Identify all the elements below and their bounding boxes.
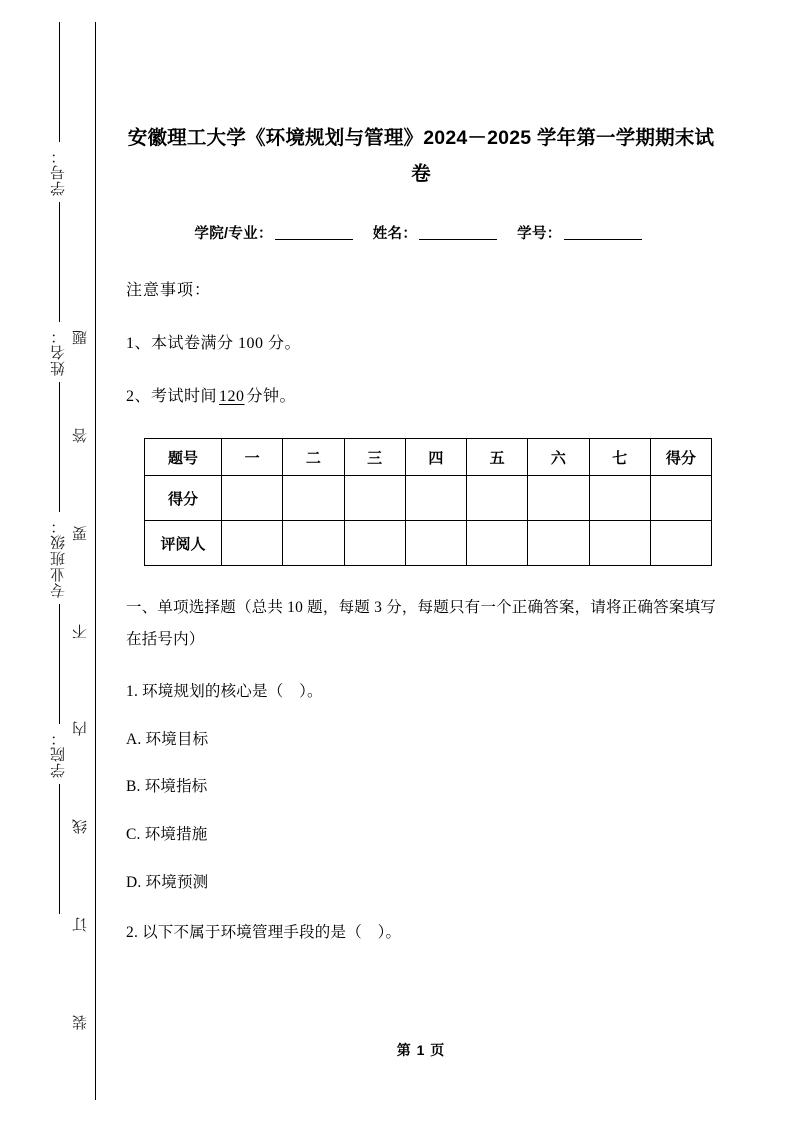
margin-glyph-2: 要	[72, 525, 89, 541]
field-label-college-major: 学院/专业：	[194, 226, 273, 243]
grader-cell[interactable]	[222, 521, 283, 566]
score-cell[interactable]	[283, 476, 344, 521]
score-header-col-6: 六	[528, 439, 589, 476]
margin-glyph-4: 内	[72, 721, 89, 737]
margin-glyph-3: 不	[72, 623, 89, 639]
grader-cell[interactable]	[528, 521, 589, 566]
page-title: 安徽理工大学《环境规划与管理》2024－2025 学年第一学期期末试卷	[127, 127, 715, 186]
score-header-col-2: 二	[283, 439, 344, 476]
margin-inner-glyph-column	[68, 330, 94, 1030]
score-cell[interactable]	[528, 476, 589, 521]
notes-heading: 注意事项：	[126, 282, 212, 300]
grader-cell[interactable]	[650, 521, 711, 566]
field-label-student-id: 学号：	[517, 226, 562, 243]
score-header-col-3: 三	[344, 439, 405, 476]
field-label-name: 姓名：	[372, 226, 418, 243]
margin-glyph-5: 线	[72, 819, 89, 835]
score-header-col-4: 四	[405, 439, 466, 476]
margin-label-class: 专业班级：	[50, 518, 67, 598]
question-1-option-a[interactable]: A. 环境目标	[126, 730, 209, 748]
question-1-option-b[interactable]: B. 环境指标	[126, 778, 208, 796]
margin-label-name: 姓名：	[50, 328, 67, 376]
note-item-duration	[126, 383, 716, 406]
score-header-label: 题号	[145, 439, 222, 476]
grader-cell[interactable]	[344, 521, 405, 566]
question-1-option-c[interactable]: C. 环境措施	[126, 826, 208, 844]
table-row	[145, 476, 712, 521]
field-blank-student-id[interactable]	[564, 239, 642, 240]
field-blank-college-major[interactable]	[275, 239, 353, 240]
question-2: 2. 以下不属于环境管理手段的是（ ）。	[126, 924, 402, 942]
page-footer: 第 1 页	[396, 1042, 446, 1058]
binding-vertical-rule	[95, 22, 96, 1100]
score-header-col-7: 七	[589, 439, 650, 476]
score-table	[144, 438, 712, 566]
note-item-total-score: 1、本试卷满分 100 分。	[126, 335, 302, 353]
question-1: 1. 环境规划的核心是（ ）。	[126, 682, 323, 700]
margin-glyph-1: 答	[72, 427, 89, 443]
note-duration-pre: 2、考试时间	[126, 388, 218, 406]
score-row-label-grader: 评阅人	[145, 521, 222, 566]
score-header-total: 得分	[650, 439, 711, 476]
table-row	[145, 521, 712, 566]
grader-cell[interactable]	[283, 521, 344, 566]
margin-label-student-id: 学号：	[50, 148, 67, 196]
score-cell[interactable]	[467, 476, 528, 521]
score-cell[interactable]	[589, 476, 650, 521]
table-row-header	[145, 439, 712, 476]
grader-cell[interactable]	[589, 521, 650, 566]
field-blank-name[interactable]	[419, 239, 497, 240]
grader-cell[interactable]	[467, 521, 528, 566]
score-header-col-1: 一	[222, 439, 283, 476]
binding-margin	[0, 0, 100, 1122]
question-1-option-d[interactable]: D. 环境预测	[126, 874, 209, 892]
margin-glyph-7: 装	[72, 1014, 89, 1030]
section-heading-multiple-choice: 一、单项选择题（总共 10 题，每题 3 分，每题只有一个正确答案，请将正确答案填写在括号内）	[126, 599, 716, 648]
note-duration-value: 120	[219, 388, 245, 406]
exam-content	[126, 0, 716, 1122]
margin-glyph-0: 题	[72, 330, 89, 345]
student-info-line	[126, 222, 716, 243]
score-cell[interactable]	[650, 476, 711, 521]
score-row-label-points: 得分	[145, 476, 222, 521]
note-duration-post: 分钟。	[246, 388, 297, 406]
margin-glyph-6: 订	[72, 917, 89, 933]
score-cell[interactable]	[222, 476, 283, 521]
grader-cell[interactable]	[405, 521, 466, 566]
score-header-col-5: 五	[467, 439, 528, 476]
margin-label-college: 学院：	[50, 730, 67, 778]
score-cell[interactable]	[405, 476, 466, 521]
score-cell[interactable]	[344, 476, 405, 521]
